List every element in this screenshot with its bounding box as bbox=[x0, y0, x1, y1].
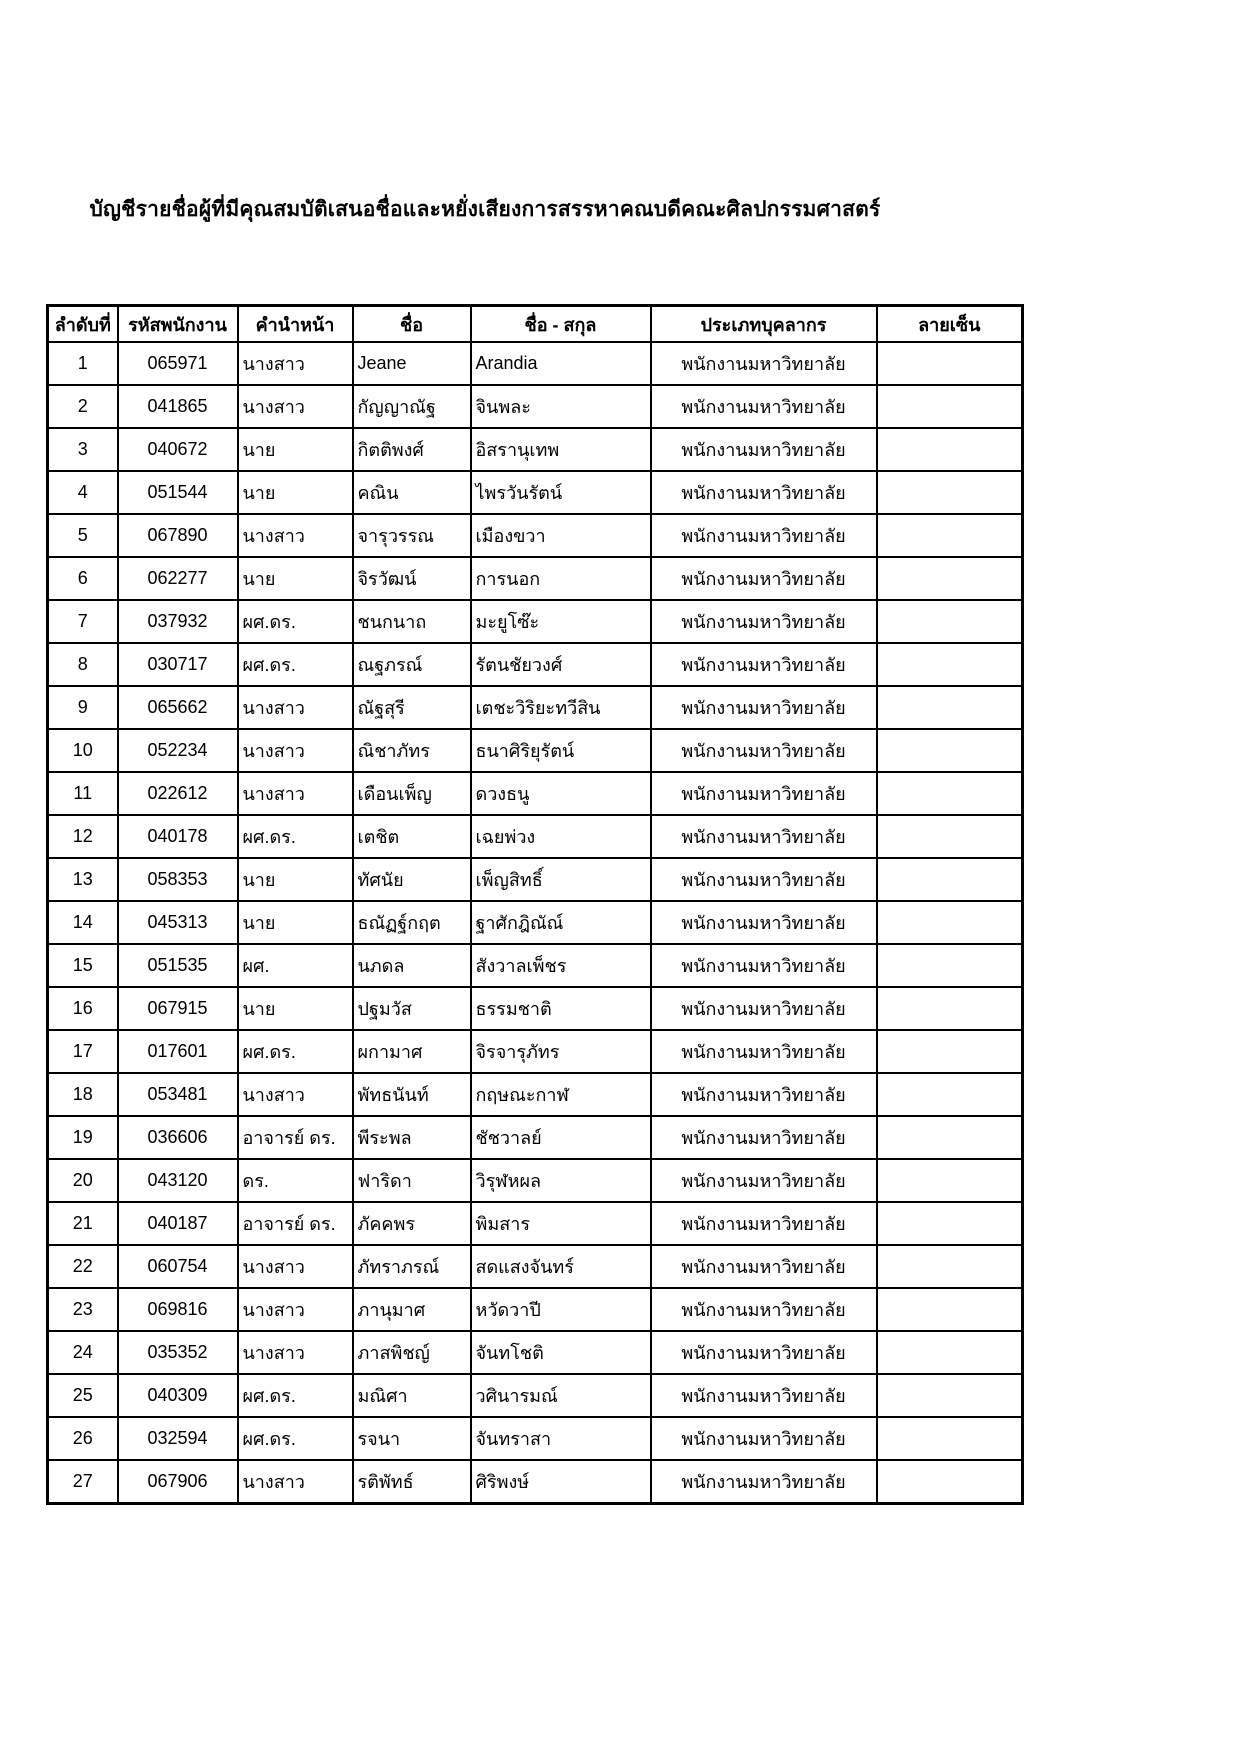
cell-first-name: กัญญาณัฐ bbox=[353, 385, 471, 428]
cell-personnel-type: พนักงานมหาวิทยาลัย bbox=[651, 1331, 877, 1374]
cell-signature bbox=[877, 428, 1023, 471]
cell-first-name: ทัศนัย bbox=[353, 858, 471, 901]
cell-last-name: จันทราสา bbox=[471, 1417, 651, 1460]
cell-last-name: พิมสาร bbox=[471, 1202, 651, 1245]
cell-signature bbox=[877, 1417, 1023, 1460]
cell-personnel-type: พนักงานมหาวิทยาลัย bbox=[651, 342, 877, 385]
cell-title-prefix: นางสาว bbox=[238, 1460, 353, 1504]
cell-first-name: คณิน bbox=[353, 471, 471, 514]
cell-title-prefix: ผศ.ดร. bbox=[238, 643, 353, 686]
cell-index: 24 bbox=[48, 1331, 118, 1374]
cell-employee-id: 058353 bbox=[118, 858, 238, 901]
cell-last-name: ฐาศักฎิณัณ์ bbox=[471, 901, 651, 944]
table-row bbox=[48, 944, 1023, 987]
cell-last-name: จินพละ bbox=[471, 385, 651, 428]
cell-title-prefix: นางสาว bbox=[238, 1331, 353, 1374]
cell-signature bbox=[877, 385, 1023, 428]
cell-signature bbox=[877, 772, 1023, 815]
cell-employee-id: 067906 bbox=[118, 1460, 238, 1504]
cell-personnel-type: พนักงานมหาวิทยาลัย bbox=[651, 1288, 877, 1331]
cell-title-prefix: นางสาว bbox=[238, 772, 353, 815]
cell-first-name: รติพัทธ์ bbox=[353, 1460, 471, 1504]
table-row bbox=[48, 1288, 1023, 1331]
cell-employee-id: 037932 bbox=[118, 600, 238, 643]
cell-signature bbox=[877, 1460, 1023, 1504]
cell-employee-id: 032594 bbox=[118, 1417, 238, 1460]
cell-index: 21 bbox=[48, 1202, 118, 1245]
cell-signature bbox=[877, 1202, 1023, 1245]
cell-first-name: Jeane bbox=[353, 342, 471, 385]
cell-personnel-type: พนักงานมหาวิทยาลัย bbox=[651, 1073, 877, 1116]
cell-index: 20 bbox=[48, 1159, 118, 1202]
page-title: บัญชีรายชื่อผู้ที่มีคุณสมบัติเสนอชื่อและหยั่งเสียงการสรรหาคณบดีคณะศิลปกรรมศาสตร์ bbox=[89, 198, 881, 221]
cell-index: 27 bbox=[48, 1460, 118, 1504]
cell-index: 19 bbox=[48, 1116, 118, 1159]
cell-index: 26 bbox=[48, 1417, 118, 1460]
cell-last-name: เพ็ญสิทธิ์ bbox=[471, 858, 651, 901]
cell-first-name: ณิชาภัทร bbox=[353, 729, 471, 772]
cell-title-prefix: ผศ.ดร. bbox=[238, 815, 353, 858]
cell-signature bbox=[877, 1073, 1023, 1116]
cell-index: 18 bbox=[48, 1073, 118, 1116]
cell-title-prefix: ผศ.ดร. bbox=[238, 1374, 353, 1417]
cell-index: 17 bbox=[48, 1030, 118, 1073]
cell-signature bbox=[877, 858, 1023, 901]
col-header-index: ลำดับที่ bbox=[48, 306, 118, 343]
cell-employee-id: 043120 bbox=[118, 1159, 238, 1202]
cell-index: 25 bbox=[48, 1374, 118, 1417]
cell-personnel-type: พนักงานมหาวิทยาลัย bbox=[651, 772, 877, 815]
cell-last-name: สังวาลเพ็ชร bbox=[471, 944, 651, 987]
cell-signature bbox=[877, 987, 1023, 1030]
cell-personnel-type: พนักงานมหาวิทยาลัย bbox=[651, 557, 877, 600]
cell-employee-id: 017601 bbox=[118, 1030, 238, 1073]
table-header-row bbox=[48, 306, 1023, 343]
table-row bbox=[48, 1073, 1023, 1116]
cell-first-name: ชนกนาถ bbox=[353, 600, 471, 643]
cell-employee-id: 053481 bbox=[118, 1073, 238, 1116]
cell-personnel-type: พนักงานมหาวิทยาลัย bbox=[651, 901, 877, 944]
cell-first-name: ภัคคพร bbox=[353, 1202, 471, 1245]
cell-index: 11 bbox=[48, 772, 118, 815]
cell-index: 15 bbox=[48, 944, 118, 987]
cell-last-name: มะยูโซ๊ะ bbox=[471, 600, 651, 643]
cell-first-name: นภดล bbox=[353, 944, 471, 987]
cell-signature bbox=[877, 815, 1023, 858]
cell-personnel-type: พนักงานมหาวิทยาลัย bbox=[651, 471, 877, 514]
cell-employee-id: 065662 bbox=[118, 686, 238, 729]
cell-employee-id: 030717 bbox=[118, 643, 238, 686]
cell-first-name: พัทธนันท์ bbox=[353, 1073, 471, 1116]
cell-employee-id: 051535 bbox=[118, 944, 238, 987]
cell-first-name: ณฐภรณ์ bbox=[353, 643, 471, 686]
cell-title-prefix: นางสาว bbox=[238, 385, 353, 428]
cell-personnel-type: พนักงานมหาวิทยาลัย bbox=[651, 1030, 877, 1073]
cell-employee-id: 065971 bbox=[118, 342, 238, 385]
cell-last-name: หวัดวาปี bbox=[471, 1288, 651, 1331]
cell-index: 4 bbox=[48, 471, 118, 514]
cell-last-name: ธรรมชาติ bbox=[471, 987, 651, 1030]
cell-title-prefix: นางสาว bbox=[238, 342, 353, 385]
cell-last-name: ไพรวันรัตน์ bbox=[471, 471, 651, 514]
cell-signature bbox=[877, 342, 1023, 385]
cell-title-prefix: นาย bbox=[238, 901, 353, 944]
cell-title-prefix: อาจารย์ ดร. bbox=[238, 1116, 353, 1159]
table-row bbox=[48, 514, 1023, 557]
col-header-personnel-type: ประเภทบุคลากร bbox=[651, 306, 877, 343]
cell-last-name: Arandia bbox=[471, 342, 651, 385]
table-row bbox=[48, 686, 1023, 729]
cell-last-name: เมืองขวา bbox=[471, 514, 651, 557]
cell-first-name: จิรวัฒน์ bbox=[353, 557, 471, 600]
table-row bbox=[48, 557, 1023, 600]
cell-employee-id: 062277 bbox=[118, 557, 238, 600]
cell-title-prefix: นางสาว bbox=[238, 1073, 353, 1116]
cell-employee-id: 067890 bbox=[118, 514, 238, 557]
cell-employee-id: 036606 bbox=[118, 1116, 238, 1159]
table-row bbox=[48, 858, 1023, 901]
cell-employee-id: 060754 bbox=[118, 1245, 238, 1288]
cell-personnel-type: พนักงานมหาวิทยาลัย bbox=[651, 1417, 877, 1460]
cell-personnel-type: พนักงานมหาวิทยาลัย bbox=[651, 600, 877, 643]
cell-index: 12 bbox=[48, 815, 118, 858]
cell-first-name: เตชิต bbox=[353, 815, 471, 858]
cell-last-name: ชัชวาลย์ bbox=[471, 1116, 651, 1159]
cell-last-name: จันทโชติ bbox=[471, 1331, 651, 1374]
cell-last-name: เตชะวิริยะทวีสิน bbox=[471, 686, 651, 729]
cell-first-name: จารุวรรณ bbox=[353, 514, 471, 557]
cell-title-prefix: ผศ.ดร. bbox=[238, 1030, 353, 1073]
col-header-signature: ลายเซ็น bbox=[877, 306, 1023, 343]
cell-signature bbox=[877, 1030, 1023, 1073]
cell-first-name: ณัฐสุรี bbox=[353, 686, 471, 729]
table-row bbox=[48, 1116, 1023, 1159]
table-row bbox=[48, 600, 1023, 643]
cell-last-name: ธนาศิริยุรัตน์ bbox=[471, 729, 651, 772]
table-row bbox=[48, 428, 1023, 471]
cell-last-name: วศินารมณ์ bbox=[471, 1374, 651, 1417]
cell-signature bbox=[877, 1288, 1023, 1331]
cell-last-name: ดวงธนู bbox=[471, 772, 651, 815]
cell-signature bbox=[877, 1159, 1023, 1202]
cell-last-name: อิสรานุเทพ bbox=[471, 428, 651, 471]
cell-personnel-type: พนักงานมหาวิทยาลัย bbox=[651, 428, 877, 471]
cell-index: 5 bbox=[48, 514, 118, 557]
col-header-title-prefix: คำนำหน้า bbox=[238, 306, 353, 343]
cell-personnel-type: พนักงานมหาวิทยาลัย bbox=[651, 1460, 877, 1504]
cell-last-name: รัตนชัยวงศ์ bbox=[471, 643, 651, 686]
cell-index: 10 bbox=[48, 729, 118, 772]
cell-title-prefix: นางสาว bbox=[238, 1245, 353, 1288]
cell-personnel-type: พนักงานมหาวิทยาลัย bbox=[651, 858, 877, 901]
cell-first-name: รจนา bbox=[353, 1417, 471, 1460]
table-row bbox=[48, 772, 1023, 815]
cell-title-prefix: นาย bbox=[238, 858, 353, 901]
cell-last-name: สดแสงจันทร์ bbox=[471, 1245, 651, 1288]
cell-index: 14 bbox=[48, 901, 118, 944]
cell-title-prefix: นางสาว bbox=[238, 729, 353, 772]
table-row bbox=[48, 987, 1023, 1030]
col-header-first-name: ชื่อ bbox=[353, 306, 471, 343]
cell-title-prefix: ผศ. bbox=[238, 944, 353, 987]
cell-first-name: กิตติพงศ์ bbox=[353, 428, 471, 471]
cell-signature bbox=[877, 1245, 1023, 1288]
personnel-table bbox=[46, 304, 1024, 1505]
cell-index: 6 bbox=[48, 557, 118, 600]
cell-employee-id: 040187 bbox=[118, 1202, 238, 1245]
cell-index: 1 bbox=[48, 342, 118, 385]
cell-employee-id: 052234 bbox=[118, 729, 238, 772]
table-row bbox=[48, 1417, 1023, 1460]
cell-first-name: ภาสพิชญ์ bbox=[353, 1331, 471, 1374]
personnel-table-container bbox=[46, 304, 1024, 1505]
cell-index: 16 bbox=[48, 987, 118, 1030]
cell-index: 23 bbox=[48, 1288, 118, 1331]
table-row bbox=[48, 643, 1023, 686]
cell-signature bbox=[877, 729, 1023, 772]
cell-signature bbox=[877, 1116, 1023, 1159]
cell-index: 2 bbox=[48, 385, 118, 428]
cell-employee-id: 045313 bbox=[118, 901, 238, 944]
cell-signature bbox=[877, 471, 1023, 514]
cell-title-prefix: นาย bbox=[238, 428, 353, 471]
cell-first-name: มณิศา bbox=[353, 1374, 471, 1417]
cell-personnel-type: พนักงานมหาวิทยาลัย bbox=[651, 1116, 877, 1159]
cell-first-name: ปฐมวัส bbox=[353, 987, 471, 1030]
cell-index: 3 bbox=[48, 428, 118, 471]
cell-last-name: เฉยพ่วง bbox=[471, 815, 651, 858]
cell-title-prefix: นางสาว bbox=[238, 514, 353, 557]
cell-index: 8 bbox=[48, 643, 118, 686]
cell-index: 7 bbox=[48, 600, 118, 643]
table-row bbox=[48, 729, 1023, 772]
cell-personnel-type: พนักงานมหาวิทยาลัย bbox=[651, 686, 877, 729]
cell-title-prefix: ผศ.ดร. bbox=[238, 600, 353, 643]
cell-signature bbox=[877, 1331, 1023, 1374]
cell-title-prefix: นาย bbox=[238, 987, 353, 1030]
table-row bbox=[48, 815, 1023, 858]
cell-employee-id: 067915 bbox=[118, 987, 238, 1030]
cell-title-prefix: ดร. bbox=[238, 1159, 353, 1202]
table-row bbox=[48, 1159, 1023, 1202]
cell-employee-id: 040309 bbox=[118, 1374, 238, 1417]
table-row bbox=[48, 1460, 1023, 1504]
table-row bbox=[48, 1331, 1023, 1374]
cell-index: 9 bbox=[48, 686, 118, 729]
cell-title-prefix: นาย bbox=[238, 557, 353, 600]
cell-signature bbox=[877, 1374, 1023, 1417]
cell-personnel-type: พนักงานมหาวิทยาลัย bbox=[651, 1374, 877, 1417]
table-row bbox=[48, 1245, 1023, 1288]
cell-title-prefix: ผศ.ดร. bbox=[238, 1417, 353, 1460]
cell-personnel-type: พนักงานมหาวิทยาลัย bbox=[651, 1245, 877, 1288]
cell-first-name: ภัทราภรณ์ bbox=[353, 1245, 471, 1288]
cell-first-name: พีระพล bbox=[353, 1116, 471, 1159]
cell-personnel-type: พนักงานมหาวิทยาลัย bbox=[651, 1202, 877, 1245]
cell-employee-id: 022612 bbox=[118, 772, 238, 815]
cell-title-prefix: นางสาว bbox=[238, 1288, 353, 1331]
cell-title-prefix: นาย bbox=[238, 471, 353, 514]
cell-index: 13 bbox=[48, 858, 118, 901]
table-row bbox=[48, 471, 1023, 514]
cell-last-name: กฤษณะกาฬ bbox=[471, 1073, 651, 1116]
cell-first-name: ธณัฏฐ์กฤต bbox=[353, 901, 471, 944]
cell-employee-id: 051544 bbox=[118, 471, 238, 514]
cell-personnel-type: พนักงานมหาวิทยาลัย bbox=[651, 729, 877, 772]
cell-signature bbox=[877, 901, 1023, 944]
cell-first-name: ผกามาศ bbox=[353, 1030, 471, 1073]
cell-employee-id: 035352 bbox=[118, 1331, 238, 1374]
cell-personnel-type: พนักงานมหาวิทยาลัย bbox=[651, 815, 877, 858]
cell-personnel-type: พนักงานมหาวิทยาลัย bbox=[651, 643, 877, 686]
table-row bbox=[48, 1202, 1023, 1245]
cell-personnel-type: พนักงานมหาวิทยาลัย bbox=[651, 385, 877, 428]
cell-signature bbox=[877, 514, 1023, 557]
cell-signature bbox=[877, 600, 1023, 643]
cell-signature bbox=[877, 643, 1023, 686]
cell-personnel-type: พนักงานมหาวิทยาลัย bbox=[651, 1159, 877, 1202]
cell-signature bbox=[877, 686, 1023, 729]
cell-first-name: ภานุมาศ bbox=[353, 1288, 471, 1331]
col-header-full-name: ชื่อ - สกุล bbox=[471, 306, 651, 343]
cell-employee-id: 041865 bbox=[118, 385, 238, 428]
table-row bbox=[48, 1030, 1023, 1073]
table-row bbox=[48, 901, 1023, 944]
cell-personnel-type: พนักงานมหาวิทยาลัย bbox=[651, 514, 877, 557]
cell-personnel-type: พนักงานมหาวิทยาลัย bbox=[651, 944, 877, 987]
cell-title-prefix: นางสาว bbox=[238, 686, 353, 729]
cell-title-prefix: อาจารย์ ดร. bbox=[238, 1202, 353, 1245]
cell-signature bbox=[877, 944, 1023, 987]
cell-last-name: จิรจารุภัทร bbox=[471, 1030, 651, 1073]
cell-last-name: วิรุฬหผล bbox=[471, 1159, 651, 1202]
col-header-employee-id: รหัสพนักงาน bbox=[118, 306, 238, 343]
cell-employee-id: 040178 bbox=[118, 815, 238, 858]
cell-index: 22 bbox=[48, 1245, 118, 1288]
cell-employee-id: 069816 bbox=[118, 1288, 238, 1331]
cell-first-name: ฟาริดา bbox=[353, 1159, 471, 1202]
cell-signature bbox=[877, 557, 1023, 600]
cell-last-name: ศิริพงษ์ bbox=[471, 1460, 651, 1504]
table-row bbox=[48, 1374, 1023, 1417]
table-row bbox=[48, 342, 1023, 385]
cell-first-name: เดือนเพ็ญ bbox=[353, 772, 471, 815]
table-row bbox=[48, 385, 1023, 428]
cell-last-name: การนอก bbox=[471, 557, 651, 600]
cell-personnel-type: พนักงานมหาวิทยาลัย bbox=[651, 987, 877, 1030]
cell-employee-id: 040672 bbox=[118, 428, 238, 471]
